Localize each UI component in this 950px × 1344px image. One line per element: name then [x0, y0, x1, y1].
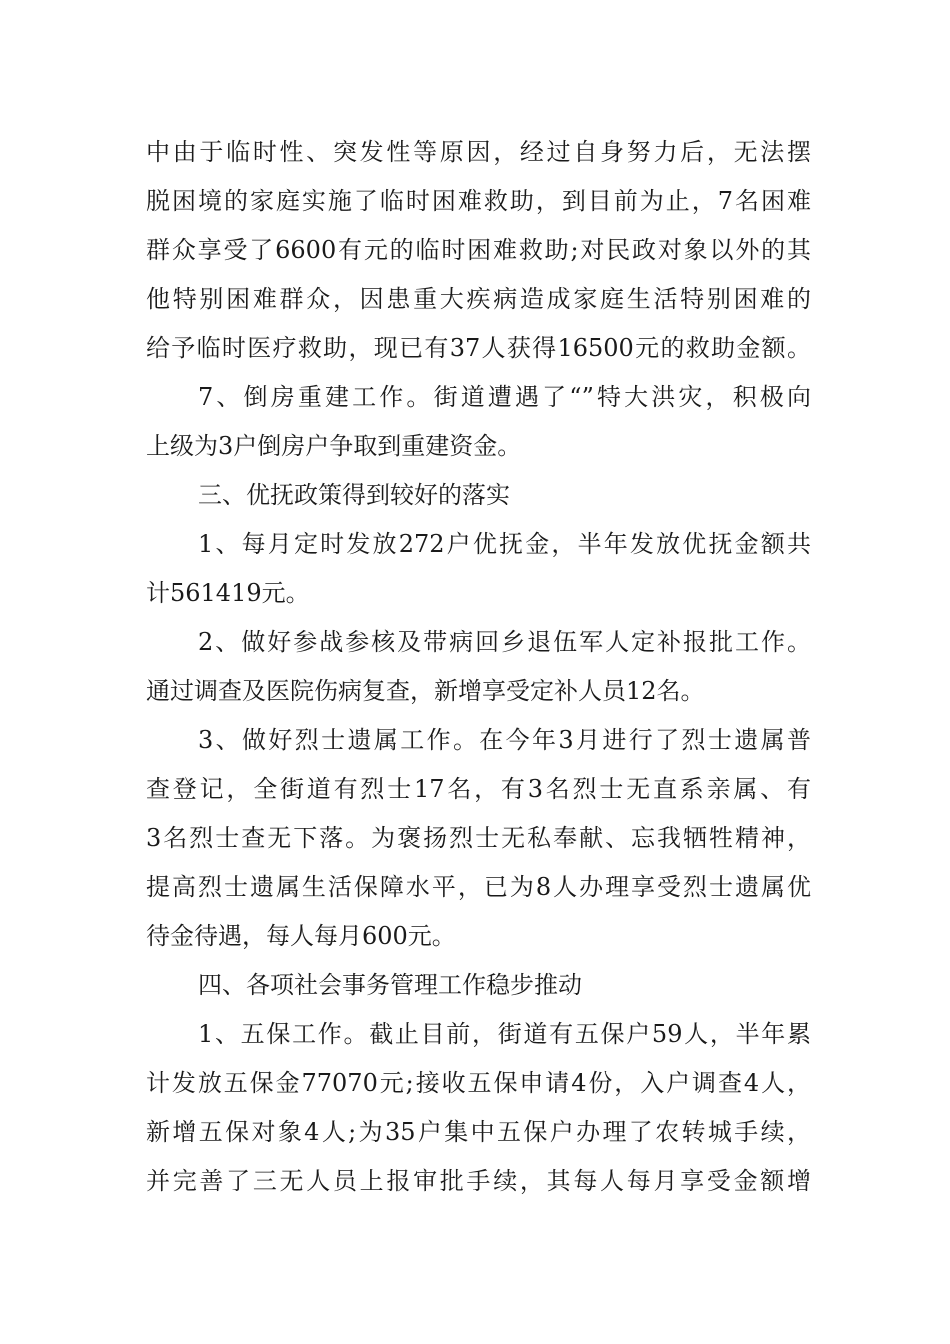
text-line: 计发放五保金77070元;接收五保申请4份，入户调查4人，	[146, 1069, 811, 1097]
text-line: 并完善了三无人员上报审批手续，其每人每月享受金额增	[146, 1167, 811, 1195]
text-line: 查登记，全街道有烈士17名，有3名烈士无直系亲属、有	[146, 775, 811, 803]
document-body	[146, 128, 811, 1206]
paragraph-start-line: 3、做好烈士遗属工作。在今年3月进行了烈士遗属普	[198, 726, 811, 754]
text-line: 3名烈士查无下落。为褒扬烈士无私奉献、忘我牺牲精神，	[146, 824, 811, 852]
text-line: 通过调查及医院伤病复查，新增享受定补人员12名。	[146, 677, 705, 705]
paragraph-start-line: 7、倒房重建工作。街道遭遇了“”特大洪灾，积极向	[198, 383, 811, 411]
text-line: 群众享受了6600有元的临时困难救助;对民政对象以外的其	[146, 236, 811, 264]
text-line: 他特别困难群众，因患重大疾病造成家庭生活特别困难的	[146, 285, 811, 313]
text-line: 提高烈士遗属生活保障水平，已为8人办理享受烈士遗属优	[146, 873, 811, 901]
section-heading: 四、各项社会事务管理工作稳步推动	[198, 971, 582, 999]
text-line: 脱困境的家庭实施了临时困难救助，到目前为止，7名困难	[146, 187, 811, 215]
text-line: 上级为3户倒房户争取到重建资金。	[146, 432, 522, 460]
text-line: 中由于临时性、突发性等原因，经过自身努力后，无法摆	[146, 138, 811, 166]
paragraph-start-line: 1、五保工作。截止目前，街道有五保户59人，半年累	[198, 1020, 811, 1048]
paragraph-start-line: 2、做好参战参核及带病回乡退伍军人定补报批工作。	[198, 628, 811, 656]
paragraph-start-line: 1、每月定时发放272户优抚金，半年发放优抚金额共	[198, 530, 811, 558]
text-line: 计561419元。	[146, 579, 310, 607]
text-line: 给予临时医疗救助，现已有37人获得16500元的救助金额。	[146, 334, 811, 362]
text-line: 新增五保对象4人;为35户集中五保户办理了农转城手续，	[146, 1118, 811, 1146]
text-line: 待金待遇，每人每月600元。	[146, 922, 456, 950]
section-heading: 三、优抚政策得到较好的落实	[198, 481, 510, 509]
